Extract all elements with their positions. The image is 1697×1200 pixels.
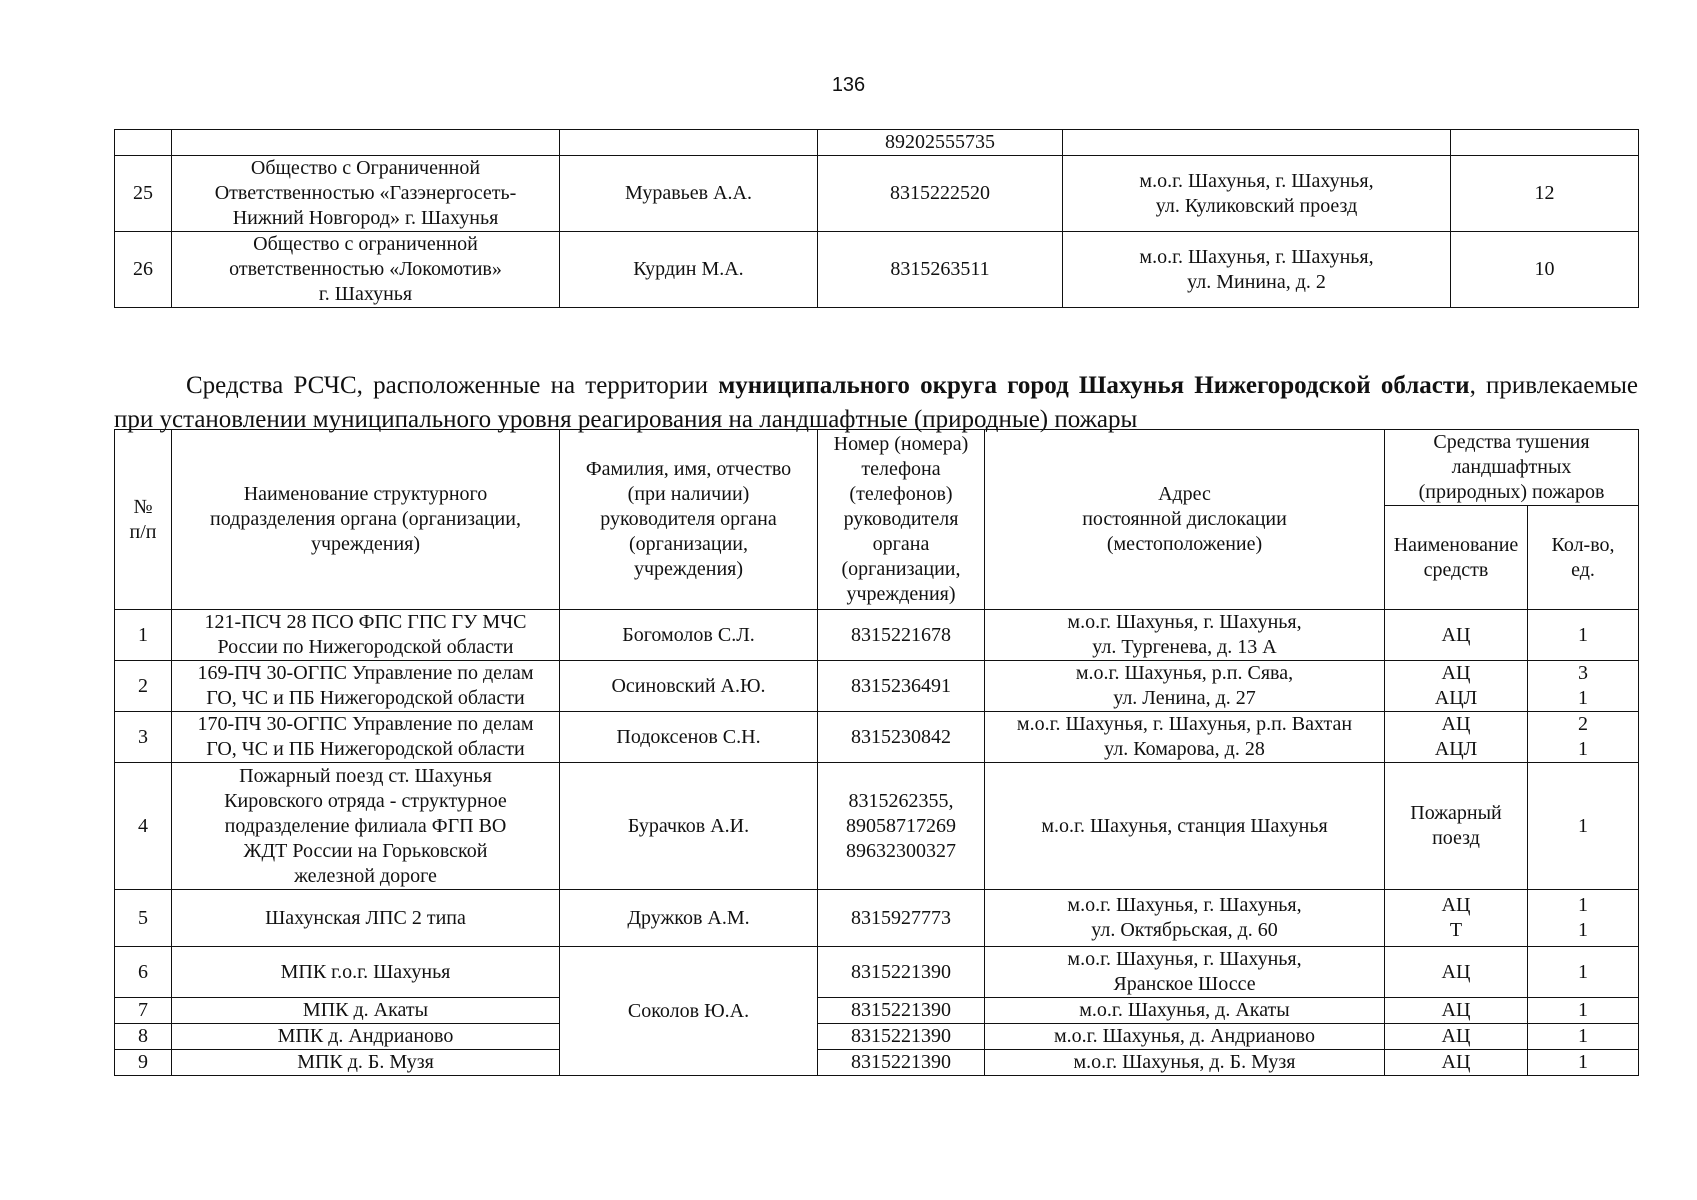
- heading-bold-text: муниципального округа город Шахунья Нижегородской области: [718, 372, 1470, 399]
- means-count: 3 1: [1528, 661, 1639, 712]
- row-number: 5: [115, 890, 172, 947]
- table-row: [115, 156, 1639, 232]
- means-name: АЦ: [1385, 1024, 1528, 1050]
- head-name: Дружков А.М.: [560, 890, 818, 947]
- phone: 8315236491: [818, 661, 985, 712]
- table-row: [115, 890, 1639, 947]
- row-number: 25: [115, 156, 172, 232]
- row-number: 8: [115, 1024, 172, 1050]
- means-name: АЦ Т: [1385, 890, 1528, 947]
- organization-name: Пожарный поезд ст. Шахунья Кировского отряда - структурное подразделение филиала ФГП ВО ЖДТ России на Горьковской железной дороге: [172, 763, 560, 890]
- row-number: 3: [115, 712, 172, 763]
- head-name: [560, 130, 818, 156]
- row-number: 1: [115, 610, 172, 661]
- table-row: [115, 998, 1639, 1024]
- means-name: АЦ: [1385, 1050, 1528, 1076]
- means-count: 1: [1528, 998, 1639, 1024]
- table-row: [115, 763, 1639, 890]
- organization-name: Общество с ограниченной ответственностью «Локомотив» г. Шахунья: [172, 232, 560, 308]
- head-name: Муравьев А.А.: [560, 156, 818, 232]
- count: 12: [1451, 156, 1639, 232]
- organization-name: 121-ПСЧ 28 ПСО ФПС ГПС ГУ МЧС России по Нижегородской области: [172, 610, 560, 661]
- means-count: 2 1: [1528, 712, 1639, 763]
- phone: 8315230842: [818, 712, 985, 763]
- rschs-means-table: [114, 429, 1639, 1076]
- phone: 8315221390: [818, 998, 985, 1024]
- header-means-count: Кол-во, ед.: [1528, 506, 1639, 610]
- row-number: 2: [115, 661, 172, 712]
- table-row: [115, 1024, 1639, 1050]
- page-number: 136: [831, 74, 866, 96]
- address: м.о.г. Шахунья, станция Шахунья: [985, 763, 1385, 890]
- phone: 8315221678: [818, 610, 985, 661]
- address: м.о.г. Шахунья, г. Шахунья, Яранское Шоссе: [985, 947, 1385, 998]
- row-number: 6: [115, 947, 172, 998]
- heading-text-end: , привлекаемые при установлении муниципального уровня реагирования на ландшафтные (природные) пожары: [114, 372, 1638, 433]
- table-row: [115, 947, 1639, 998]
- row-number: 7: [115, 998, 172, 1024]
- heading-text: Средства РСЧС, расположенные на территории: [186, 372, 719, 399]
- table-row: [115, 661, 1639, 712]
- address: м.о.г. Шахунья, д. Б. Музя: [985, 1050, 1385, 1076]
- phone: 8315262355, 89058717269 89632300327: [818, 763, 985, 890]
- phone: 8315221390: [818, 1050, 985, 1076]
- means-name: АЦ: [1385, 998, 1528, 1024]
- phone: 8315221390: [818, 947, 985, 998]
- means-count: 1: [1528, 1050, 1639, 1076]
- means-name: АЦ АЦЛ: [1385, 712, 1528, 763]
- phone: 89202555735: [818, 130, 1063, 156]
- header-means-group: Средства тушения ландшафтных (природных) пожаров: [1385, 430, 1639, 506]
- header-organization: Наименование структурного подразделения органа (организации, учреждения): [172, 430, 560, 610]
- table-row: [115, 232, 1639, 308]
- means-count: 1 1: [1528, 890, 1639, 947]
- head-name: Осиновский А.Ю.: [560, 661, 818, 712]
- row-number: 4: [115, 763, 172, 890]
- organization-name: Шахунская ЛПС 2 типа: [172, 890, 560, 947]
- head-name: Бурачков А.И.: [560, 763, 818, 890]
- phone: 8315221390: [818, 1024, 985, 1050]
- header-means-name: Наименование средств: [1385, 506, 1528, 610]
- header-phone: Номер (номера) телефона (телефонов) руководителя органа (организации, учреждения): [818, 430, 985, 610]
- count: [1451, 130, 1639, 156]
- address: м.о.г. Шахунья, д. Акаты: [985, 998, 1385, 1024]
- address: м.о.г. Шахунья, р.п. Сява, ул. Ленина, д. 27: [985, 661, 1385, 712]
- address: м.о.г. Шахунья, г. Шахунья, ул. Октябрьская, д. 60: [985, 890, 1385, 947]
- organization-name: Общество с Ограниченной Ответственностью «Газэнергосеть- Нижний Новгород» г. Шахунья: [172, 156, 560, 232]
- organization-name: МПК д. Акаты: [172, 998, 560, 1024]
- table-row: [115, 1050, 1639, 1076]
- means-count: 1: [1528, 610, 1639, 661]
- means-count: 1: [1528, 1024, 1639, 1050]
- address: м.о.г. Шахунья, д. Андрианово: [985, 1024, 1385, 1050]
- address: м.о.г. Шахунья, г. Шахунья, ул. Куликовский проезд: [1063, 156, 1451, 232]
- means-name: Пожарный поезд: [1385, 763, 1528, 890]
- organization-name: 169-ПЧ 30-ОГПС Управление по делам ГО, ЧС и ПБ Нижегородской области: [172, 661, 560, 712]
- means-count: 1: [1528, 947, 1639, 998]
- row-number: [115, 130, 172, 156]
- address: [1063, 130, 1451, 156]
- header-number: № п/п: [115, 430, 172, 610]
- row-number: 26: [115, 232, 172, 308]
- row-number: 9: [115, 1050, 172, 1076]
- organization-name: МПК г.о.г. Шахунья: [172, 947, 560, 998]
- phone: 8315263511: [818, 232, 1063, 308]
- count: 10: [1451, 232, 1639, 308]
- head-name: Подоксенов С.Н.: [560, 712, 818, 763]
- table-row: [115, 712, 1639, 763]
- header-head: Фамилия, имя, отчество (при наличии) руководителя органа (организации, учреждения): [560, 430, 818, 610]
- table-row: [115, 130, 1639, 156]
- address: м.о.г. Шахунья, г. Шахунья, р.п. Вахтан ул. Комарова, д. 28: [985, 712, 1385, 763]
- head-name: Курдин М.А.: [560, 232, 818, 308]
- means-name: АЦ: [1385, 947, 1528, 998]
- header-address: Адрес постоянной дислокации (местоположение): [985, 430, 1385, 610]
- organization-name: [172, 130, 560, 156]
- section-heading: [114, 369, 1638, 437]
- organization-name: МПК д. Андрианово: [172, 1024, 560, 1050]
- table-row: [115, 610, 1639, 661]
- means-name: АЦ: [1385, 610, 1528, 661]
- head-name: Соколов Ю.А.: [560, 947, 818, 1076]
- continuation-table: [114, 129, 1639, 308]
- head-name: Богомолов С.Л.: [560, 610, 818, 661]
- address: м.о.г. Шахунья, г. Шахунья, ул. Минина, д. 2: [1063, 232, 1451, 308]
- phone: 8315222520: [818, 156, 1063, 232]
- address: м.о.г. Шахунья, г. Шахунья, ул. Тургенева, д. 13 А: [985, 610, 1385, 661]
- header-row: [115, 430, 1639, 506]
- phone: 8315927773: [818, 890, 985, 947]
- means-count: 1: [1528, 763, 1639, 890]
- organization-name: 170-ПЧ 30-ОГПС Управление по делам ГО, ЧС и ПБ Нижегородской области: [172, 712, 560, 763]
- organization-name: МПК д. Б. Музя: [172, 1050, 560, 1076]
- means-name: АЦ АЦЛ: [1385, 661, 1528, 712]
